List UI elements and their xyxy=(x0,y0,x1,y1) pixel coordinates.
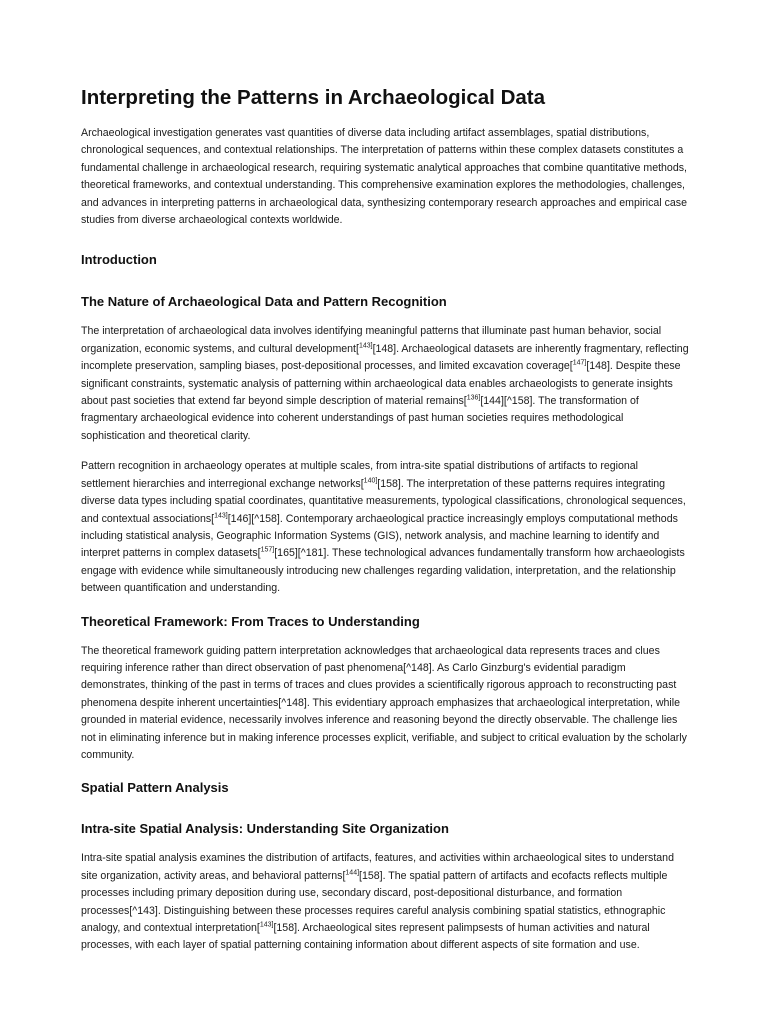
paragraph-intra-site xyxy=(81,850,689,954)
text-run: Intra-site spatial analysis examines the distribution of artifacts, features, and activities within archaeological sites to understand site organization, activity areas, and behavioral patterns[ xyxy=(81,852,674,882)
footnote-ref[interactable]: 157] xyxy=(260,546,275,554)
heading-spatial-analysis: Spatial Pattern Analysis xyxy=(81,780,229,796)
paragraph-nature-1 xyxy=(81,323,689,445)
footnote-ref[interactable]: 143] xyxy=(214,511,228,519)
text-run: The interpretation of archaeological data involves identifying meaningful patterns that illuminate past human behavior, social organization, economic systems, and cultural development[ xyxy=(81,325,662,355)
heading-introduction: Introduction xyxy=(81,252,157,268)
text-run: [158]. The spatial pattern of artifacts and ecofacts reflects multiple processes including primary deposition during use, secondary discard, post-depositional disturbance, and formation processes[^143]. Distinguishing between these processes requires careful analysis combining spatial statistics, ethnographic analogy, and contextual interpretation[ xyxy=(81,869,668,934)
footnote-ref[interactable]: 140] xyxy=(363,477,378,485)
page-title: Interpreting the Patterns in Archaeological Data xyxy=(81,86,546,109)
heading-theoretical-framework: Theoretical Framework: From Traces to Understanding xyxy=(81,613,420,629)
article-body xyxy=(81,85,689,955)
text-run: [158]. Archaeological sites represent palimpsests of human activities and natural processes, with each layer of spatial patterning containing information about different aspects of site formation and use. xyxy=(81,922,650,952)
footnote-ref[interactable]: 143] xyxy=(259,921,274,929)
footnote-ref[interactable]: 144] xyxy=(345,869,360,877)
footnote-ref[interactable]: 143] xyxy=(358,342,373,350)
footnote-ref[interactable]: 136] xyxy=(466,394,481,402)
paragraph-theory: The theoretical framework guiding pattern interpretation acknowledges that archaeological data represents traces and clues requiring inference rather than direct observation of past phenomena[^148]. As Carlo Ginzburg's evidential paradigm demonstrates, thinking of the past in terms of traces and clues provides a scientifically rigorous approach to reconstructing past phenomena despite inherent uncertainties[^148]. This evidentiary approach emphasizes that archaeological interpretation, while grounded in material evidence, necessarily involves inference and reasoning beyond the directly observable. The challenge lies not in eliminating inference but in making inference processes explicit, verifiable, and subject to critical evaluation by the scholarly community. xyxy=(81,644,687,761)
heading-nature-of-data: The Nature of Archaeological Data and Pattern Recognition xyxy=(81,294,447,310)
intro-paragraph: Archaeological investigation generates vast quantities of diverse data including artifact assemblages, spatial distributions, chronological sequences, and contextual relationships. The interpretation of patterns within these complex datasets constitutes a fundamental challenge in archaeological research, requiring systematic analytical approaches that combine quantitative methods, theoretical frameworks, and contextual understanding. This comprehensive examination explores the methodologies, challenges, and advances in interpreting patterns in archaeological data, synthesizing contemporary research approaches and empirical case studies from diverse archaeological contexts worldwide. xyxy=(81,127,687,227)
text-run: [148]. Archaeological datasets are inherently fragmentary, reflecting incomplete preservation, sampling biases, post-depositional processes, and limited excavation coverage[ xyxy=(81,342,689,373)
heading-intra-site: Intra-site Spatial Analysis: Understanding Site Organization xyxy=(81,821,449,837)
text-run: [144][^158]. The transformation of fragmentary archaeological evidence into coherent understandings of past human societies requires methodological sophistication and theoretical clarity. xyxy=(81,395,639,442)
paragraph-nature-2 xyxy=(81,458,689,597)
text-run: Pattern recognition in archaeology operates at multiple scales, from intra-site spatial distributions of artifacts to regional settlement hierarchies and interregional exchange networks[ xyxy=(81,460,639,490)
text-run: [146][^158]. Contemporary archaeological practice increasingly employs computational methods including statistical analysis, Geographic Information Systems (GIS), network analysis, and machine learning to identify and interpret patterns in complex datasets[ xyxy=(81,512,678,560)
text-run: [165][^181]. These technological advances fundamentally transform how archaeologists engage with evidence while simultaneously introducing new challenges regarding validation, interpretation, and the relationship between quantification and understanding. xyxy=(81,547,685,595)
text-run: [158]. The interpretation of these patterns requires integrating diverse data types including spatial coordinates, quantitative measurements, typological classifications, chronological sequences, and contextual associations[ xyxy=(81,477,686,525)
text-run: [148]. Despite these significant constraints, systematic analysis of patterning within archaeological data enables archaeologists to generate insights about past societies that extend far beyond simple description of material remains[ xyxy=(81,360,681,408)
footnote-ref[interactable]: 147] xyxy=(572,359,587,367)
